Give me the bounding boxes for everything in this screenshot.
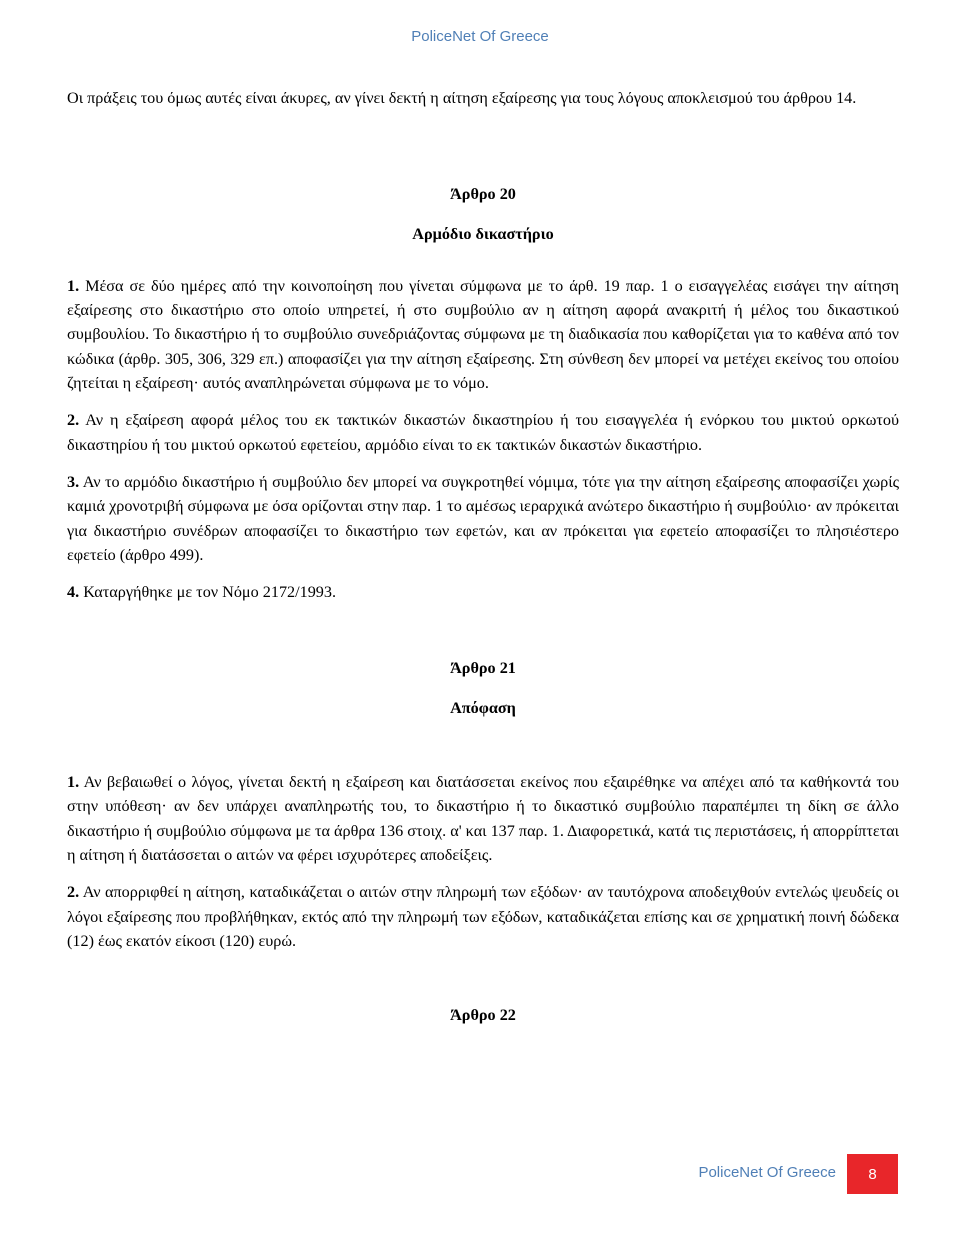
page-header: PoliceNet Of Greece [411,28,549,45]
paragraph-number: 1. [67,773,80,792]
article-21-title: Απόφαση [450,698,516,717]
paragraph-number: 4. [67,583,80,602]
article-20-title: Αρμόδιο δικαστήριο [412,224,554,243]
article-20-paragraph-1 [67,274,899,395]
paragraph-text: Αν βεβαιωθεί ο λόγος, γίνεται δεκτή η εξαίρεση και διατάσσεται εκείνος που εξαιρέθηκε να απέχει από τα καθήκοντά του στην υπόθεση· αν δεν υπάρχει αναπληρωτής του, το δικαστήριο ή το δικαστικό συμβούλιο παραπέμπει τη δίκη σε άλλο δικαστήριο ή συμβούλιο σύμφωνα με τα άρθρα 136 στοιχ. α' και 137 παρ. 1. Διαφορετικά, κατά τις περιστάσεις, ή απορρίπτεται η αίτηση ή διατάσσεται ο αιτών να φέρει ισχυρότερες αποδείξεις. [67,773,899,864]
page-footer [0,1154,960,1194]
paragraph-number: 3. [67,472,80,491]
article-21-paragraph-1 [67,770,899,867]
paragraph-number: 2. [67,883,80,902]
article-22-number: Άρθρο 22 [450,1006,516,1025]
page-content [67,86,899,1027]
paragraph-text: Μέσα σε δύο ημέρες από την κοινοποίηση που γίνεται σύμφωνα με το άρθ. 19 παρ. 1 ο εισαγγελέας εισάγει την αίτηση εξαίρεσης στο δικαστήριο στο οποίο υπηρετεί, ή στο συμβούλιο αν η αίτηση αφορά ανακριτή ή μέλος του δικαστικού συμβουλίου. Το δικαστήριο ή το συμβούλιο συνεδριάζοντας σύμφωνα με τη διαδικασία που καθορίζεται για το καθένα από τον κώδικα (άρθρ. 305, 306, 329 επ.) αποφασίζει για την αίτηση εξαίρεσης. Στη σύνθεση δεν μπορεί να μετέχει εκείνος του οποίου ζητείται η εξαίρεση· αυτός αναπληρώνεται σύμφωνα με το νόμο. [67,276,899,393]
article-20-paragraph-3 [67,470,899,567]
paragraph-number: 2. [67,411,80,430]
article-20-paragraph-2 [67,408,899,457]
paragraph-text: Αν το αρμόδιο δικαστήριο ή συμβούλιο δεν μπορεί να συγκροτηθεί νόμιμα, τότε για την αίτηση εξαίρεσης αποφασίζει χωρίς καμιά χρονοτριβή σύμφωνα με όσα ορίζονται στην παρ. 1 το αμέσως ιεραρχικά ανώτερο δικαστήριο ή συμβούλιο· αν πρόκειται για δικαστήριο συνέδρων αποφασίζει το δικαστήριο των εφετών, και αν πρόκειται για εφετείο αποφασίζει το πλησιέστερο εφετείο (άρθρο 499). [67,472,899,564]
article-20-paragraph-4 [67,580,899,604]
paragraph-text: Καταργήθηκε με τον Νόμο 2172/1993. [79,583,337,602]
page-number-badge: 8 [847,1154,898,1194]
footer-title: PoliceNet Of Greece [698,1164,836,1181]
paragraph-number: 1. [67,276,80,295]
article-20-number: Άρθρο 20 [450,185,516,204]
paragraph-text: Αν η εξαίρεση αφορά μέλος του εκ τακτικών δικαστών δικαστηρίου ή του εισαγγελέα ή ενόρκου του μικτού ορκωτού δικαστηρίου ή του μικτού ορκωτού εφετείου, αρμόδιο είναι το εκ τακτικών δικαστών δικαστήριο. [67,411,899,454]
paragraph-text: Αν απορριφθεί η αίτηση, καταδικάζεται ο αιτών στην πληρωμή των εξόδων· αν ταυτόχρονα αποδειχθούν εντελώς ψευδείς οι λόγοι εξαίρεσης που προβλήθηκαν, εκτός από την πληρωμή των εξόδων, καταδικάζεται επίσης και σε χρηματική ποινή δώδεκα (12) έως εκατόν είκοσι (120) ευρώ. [67,883,899,950]
article-21-paragraph-2 [67,880,899,953]
article-21-number: Άρθρο 21 [450,659,516,678]
intro-paragraph: Οι πράξεις του όμως αυτές είναι άκυρες, αν γίνει δεκτή η αίτηση εξαίρεσης για τους λόγους αποκλεισμού του άρθρου 14. [67,89,857,107]
